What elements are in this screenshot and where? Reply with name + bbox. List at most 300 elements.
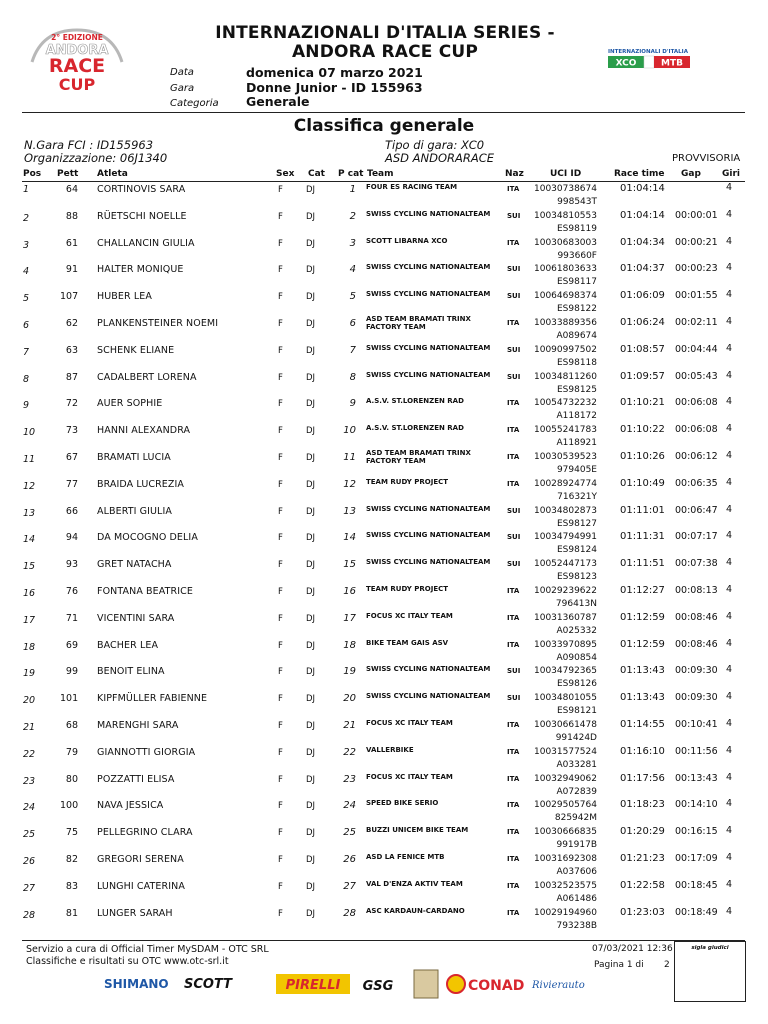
pcat-cell: 17	[343, 612, 356, 624]
table-row	[0, 263, 768, 290]
pett-cell: 67	[65, 452, 78, 463]
gap-cell: 00:18:45	[675, 879, 718, 891]
table-row	[0, 505, 768, 532]
pos-cell: 26	[23, 856, 36, 867]
gap-cell: 00:16:15	[675, 826, 718, 838]
uci-id-cell: 10031360787	[534, 612, 597, 623]
pcat-cell: 26	[343, 854, 356, 865]
sponsor-conad: CONAD	[468, 978, 525, 994]
pcat-cell: 4	[349, 264, 356, 276]
sex-cell: F	[278, 747, 283, 758]
pett-cell: 88	[65, 210, 78, 222]
team-cell: SWISS CYCLING NATIONALTEAM	[366, 558, 491, 567]
giri-cell: 4	[726, 450, 733, 461]
gap-cell: 00:18:49	[675, 906, 718, 918]
race-time-cell: 01:11:51	[620, 558, 665, 570]
gap-cell: 00:00:23	[675, 263, 718, 275]
athlete-name-cell: CORTINOVIS SARA	[97, 184, 186, 195]
pett-cell: 71	[65, 612, 78, 624]
table-row	[0, 880, 768, 907]
athlete-name-cell: PELLEGRINO CLARA	[97, 827, 193, 839]
gap-cell: 00:00:21	[675, 236, 718, 248]
naz-cell: ITA	[507, 185, 520, 193]
naz-cell: SUI	[507, 560, 521, 569]
table-row	[0, 692, 768, 719]
pos-cell: 9	[23, 400, 30, 412]
table-row	[0, 612, 768, 639]
uci-id-cell: 10034794991	[534, 532, 597, 543]
footer-website: Classifiche e risultati su OTC www.otc-srl.it	[26, 956, 229, 967]
cat-cell: DJ	[306, 292, 316, 303]
uci-id-cell: 10061803633	[534, 264, 597, 275]
pos-cell: 19	[23, 668, 36, 680]
team-cell: SWISS CYCLING NATIONALTEAM	[366, 504, 491, 513]
gap-cell: 00:07:38	[675, 558, 718, 570]
table-row	[0, 639, 768, 666]
table-row	[0, 719, 768, 746]
uci-id-cell: 10034792365	[534, 666, 597, 677]
team-cell: FOCUS XC ITALY TEAM	[366, 611, 453, 620]
pos-cell: 4	[23, 266, 30, 278]
naz-cell: ITA	[507, 774, 520, 783]
team-cell: SWISS CYCLING NATIONALTEAM	[366, 370, 491, 379]
gap-cell: 00:06:35	[675, 477, 718, 489]
naz-cell: SUI	[507, 506, 521, 515]
sigla-giudici-label: sigla giudici	[691, 945, 729, 951]
license-code-cell: A025332	[556, 625, 597, 636]
pett-cell: 99	[65, 666, 78, 678]
table-row	[0, 397, 768, 424]
table-row	[0, 558, 768, 585]
pett-cell: 73	[65, 425, 78, 437]
cat-cell: DJ	[306, 319, 316, 329]
table-row	[0, 371, 768, 398]
sponsor-scott: SCOTT	[184, 977, 232, 992]
race-time-cell: 01:12:59	[620, 638, 665, 650]
sponsor-shimano: SHIMANO	[104, 977, 169, 991]
athlete-name-cell: MARENGHI SARA	[97, 720, 179, 731]
gap-cell: 00:01:55	[675, 290, 718, 302]
gap-cell: 00:08:46	[675, 611, 718, 623]
pcat-cell: 14	[343, 532, 356, 544]
license-code-cell: 991424D	[555, 733, 597, 743]
sigla-giudici-box	[674, 941, 746, 1002]
sex-cell: F	[278, 265, 283, 276]
naz-cell: ITA	[507, 747, 520, 756]
pos-cell: 27	[23, 882, 36, 894]
team-cell: BIKE TEAM GAIS ASV	[366, 638, 449, 647]
pos-cell: 2	[23, 212, 30, 224]
uci-id-cell: 10030738674	[534, 184, 597, 194]
athlete-name-cell: GIANNOTTI GIORGIA	[97, 746, 196, 758]
race-time-cell: 01:04:14	[620, 209, 665, 221]
athlete-name-cell: BENOIT ELINA	[97, 666, 165, 678]
cat-cell: DJ	[306, 560, 316, 571]
license-code-cell: ES98117	[556, 277, 597, 288]
gap-cell: 00:04:44	[675, 343, 718, 355]
gap-cell: 00:11:56	[675, 745, 718, 757]
gap-cell: 00:14:10	[675, 799, 718, 811]
naz-cell: ITA	[507, 855, 520, 863]
table-row	[0, 183, 768, 210]
data-label: Data	[170, 67, 194, 78]
team-cell: BUZZI UNICEM BIKE TEAM	[366, 826, 469, 835]
organizzazione-info: Organizzazione: 06J1340	[24, 151, 168, 165]
race-time-cell: 01:18:23	[620, 799, 665, 811]
internazionali-italia-logo	[598, 44, 698, 74]
table-row	[0, 344, 768, 371]
athlete-name-cell: VICENTINI SARA	[97, 612, 175, 624]
table-row	[0, 451, 768, 478]
cat-cell: DJ	[306, 774, 316, 785]
pcat-cell: 24	[343, 800, 356, 812]
pcat-cell: 23	[343, 773, 356, 785]
giri-cell: 4	[726, 289, 733, 301]
giri-cell: 4	[726, 208, 733, 220]
uci-id-cell: 10034810553	[534, 210, 597, 221]
asd-info: ASD ANDORARACE	[385, 151, 495, 165]
cat-cell: DJ	[306, 506, 316, 517]
pcat-cell: 5	[349, 291, 356, 303]
giri-cell: 4	[726, 396, 733, 408]
athlete-name-cell: PLANKENSTEINER NOEMI	[97, 318, 219, 329]
license-code-cell: 979405E	[556, 465, 597, 475]
uci-id-cell: 10033889356	[534, 318, 597, 328]
race-time-cell: 01:06:09	[620, 290, 665, 302]
athlete-name-cell: LUNGER SARAH	[97, 907, 173, 919]
table-row	[0, 826, 768, 853]
cat-cell: DJ	[306, 694, 316, 705]
license-code-cell: 998543T	[557, 197, 597, 207]
gap-cell: 00:06:12	[675, 451, 718, 462]
naz-cell: ITA	[507, 613, 520, 622]
pos-cell: 1	[23, 184, 30, 195]
athlete-name-cell: BACHER LEA	[97, 639, 159, 651]
categoria-value: Generale	[246, 94, 310, 109]
cat-cell: DJ	[306, 667, 316, 678]
race-time-cell: 01:11:31	[620, 531, 665, 543]
pcat-cell: 13	[343, 505, 356, 517]
athlete-name-cell: POZZATTI ELISA	[97, 773, 175, 785]
pett-cell: 79	[65, 746, 78, 758]
pett-cell: 62	[65, 318, 78, 329]
table-row	[0, 585, 768, 612]
athlete-name-cell: HALTER MONIQUE	[97, 264, 184, 276]
license-code-cell: A089674	[556, 331, 597, 341]
table-header-divider	[22, 181, 745, 182]
team-cell: ASD LA FENICE MTB	[366, 853, 445, 861]
pos-cell: 22	[23, 748, 36, 760]
giri-cell: 4	[726, 744, 733, 756]
sponsor-conad-icon	[447, 975, 465, 993]
athlete-name-cell: HUBER LEA	[97, 291, 152, 303]
pos-cell: 7	[23, 346, 30, 358]
pett-cell: 94	[65, 532, 78, 544]
pos-cell: 8	[23, 373, 30, 385]
naz-cell: ITA	[507, 453, 520, 461]
sex-cell: F	[278, 908, 283, 919]
giri-cell: 4	[726, 718, 733, 729]
pcat-cell: 8	[349, 371, 356, 383]
logo-right-line2: XCO	[615, 58, 637, 69]
uci-id-cell: 10029239622	[534, 586, 597, 596]
pett-cell: 72	[65, 398, 78, 410]
ngara-info: N.Gara FCI : ID155963	[24, 138, 154, 152]
sponsor-rivierauto: Rivierauto	[532, 980, 585, 991]
event-title	[170, 24, 600, 62]
athlete-name-cell: BRAMATI LUCIA	[97, 452, 171, 463]
pos-cell: 14	[23, 534, 36, 546]
team-cell: TEAM RUDY PROJECT	[366, 477, 449, 486]
event-title-line2: ANDORA RACE CUP	[291, 42, 479, 62]
naz-cell: ITA	[507, 399, 520, 408]
pcat-cell: 1	[349, 184, 356, 195]
col-pos: Pos	[23, 169, 42, 179]
pos-cell: 15	[23, 561, 36, 573]
gap-cell: 00:06:08	[675, 424, 718, 436]
giri-cell: 4	[726, 423, 733, 435]
pett-cell: 101	[60, 693, 79, 705]
team-cell: SPEED BIKE SERIO	[366, 799, 439, 808]
col-giri: Giri	[722, 169, 740, 179]
provvisoria-label: PROVVISORIA	[672, 153, 741, 164]
table-row	[0, 907, 768, 934]
uci-id-cell: 10030661478	[534, 720, 597, 730]
uci-id-cell: 10034802873	[534, 505, 597, 516]
cat-cell: DJ	[306, 345, 316, 356]
pos-cell: 20	[23, 695, 36, 707]
giri-cell: 4	[726, 182, 733, 193]
athlete-name-cell: SCHENK ELIANE	[97, 344, 175, 356]
sex-cell: F	[278, 694, 283, 705]
race-time-cell: 01:04:37	[620, 263, 665, 275]
uci-id-cell: 10052447173	[534, 559, 597, 570]
race-time-cell: 01:08:57	[620, 343, 665, 355]
uci-id-cell: 10090997502	[534, 344, 597, 355]
pcat-cell: 3	[349, 237, 356, 249]
pcat-cell: 16	[343, 586, 356, 597]
cat-cell: DJ	[306, 855, 316, 865]
table-row	[0, 665, 768, 692]
pett-cell: 107	[60, 291, 79, 303]
license-code-cell: ES98126	[556, 679, 597, 690]
pos-cell: 23	[23, 775, 36, 787]
license-code-cell: ES98118	[556, 357, 597, 368]
header-divider	[22, 112, 745, 113]
naz-cell: ITA	[507, 721, 520, 729]
race-time-cell: 01:16:10	[620, 745, 665, 757]
giri-cell: 4	[726, 637, 733, 649]
pcat-cell: 12	[343, 478, 356, 490]
uci-id-cell: 10034811260	[534, 371, 597, 382]
pett-cell: 83	[65, 880, 78, 892]
cat-cell: DJ	[306, 613, 316, 624]
license-code-cell: ES98124	[556, 545, 597, 556]
license-code-cell: ES98122	[556, 304, 597, 315]
license-code-cell: 825942M	[554, 813, 597, 824]
pos-cell: 5	[23, 293, 30, 305]
race-time-cell: 01:09:57	[620, 370, 665, 382]
logo-edition: 2° EDIZIONE	[51, 33, 103, 42]
race-time-cell: 01:04:14	[620, 183, 665, 194]
license-code-cell: A033281	[556, 759, 597, 770]
sponsor-gsg: GSG	[362, 979, 394, 994]
giri-cell: 4	[726, 530, 733, 542]
race-time-cell: 01:06:24	[620, 317, 665, 328]
pcat-cell: 6	[349, 318, 356, 329]
uci-id-cell: 10032949062	[534, 773, 597, 784]
cat-cell: DJ	[306, 881, 316, 892]
race-time-cell: 01:11:01	[620, 504, 665, 516]
race-time-cell: 01:14:55	[620, 719, 665, 730]
giri-cell: 4	[726, 584, 733, 595]
sex-cell: F	[278, 721, 283, 731]
col-gap: Gap	[681, 169, 701, 179]
uci-id-cell: 10034801055	[534, 693, 597, 704]
giri-cell: 4	[726, 342, 733, 354]
naz-cell: ITA	[507, 479, 520, 488]
athlete-name-cell: KIPFMÜLLER FABIENNE	[97, 693, 208, 705]
table-row	[0, 210, 768, 237]
pett-cell: 81	[65, 907, 78, 919]
sponsor-bar	[100, 968, 600, 1000]
naz-cell: SUI	[507, 292, 521, 301]
team-cell: SWISS CYCLING NATIONALTEAM	[366, 343, 491, 352]
pett-cell: 61	[65, 237, 78, 249]
race-time-cell: 01:21:23	[620, 853, 665, 864]
col-atleta: Atleta	[97, 169, 128, 179]
race-time-cell: 01:12:27	[620, 585, 665, 596]
pett-cell: 76	[65, 586, 78, 597]
race-time-cell: 01:13:43	[620, 692, 665, 704]
gap-cell: 00:17:09	[675, 853, 718, 864]
license-code-cell: ES98119	[556, 223, 597, 234]
license-code-cell: ES98121	[556, 706, 597, 717]
pett-cell: 87	[65, 371, 78, 383]
naz-cell: ITA	[507, 587, 520, 595]
pos-cell: 13	[23, 507, 36, 519]
sex-cell: F	[278, 640, 283, 651]
gara-value: Donne Junior - ID 155963	[246, 80, 423, 95]
pcat-cell: 9	[349, 398, 356, 410]
team-cell: FOCUS XC ITALY TEAM	[366, 772, 453, 781]
race-time-cell: 01:10:21	[620, 397, 665, 409]
sex-cell: F	[278, 774, 283, 785]
cat-cell: DJ	[306, 185, 316, 195]
page-label: Pagina 1 di	[594, 960, 644, 970]
license-code-cell: 991917B	[556, 840, 597, 851]
race-time-cell: 01:12:59	[620, 611, 665, 623]
license-code-cell: A090854	[556, 652, 597, 663]
cat-cell: DJ	[306, 399, 316, 410]
tipo-gara-info: Tipo di gara: XC0	[385, 138, 485, 152]
col-sex: Sex	[276, 169, 295, 179]
race-time-cell: 01:22:58	[620, 879, 665, 891]
cat-cell: DJ	[306, 453, 316, 463]
pett-cell: 93	[65, 559, 78, 571]
giri-cell: 4	[726, 557, 733, 569]
team-cell: SWISS CYCLING NATIONALTEAM	[366, 531, 491, 540]
naz-cell: ITA	[507, 881, 520, 890]
sex-cell: F	[278, 211, 283, 222]
pcat-cell: 28	[343, 907, 356, 919]
athlete-name-cell: HANNI ALEXANDRA	[97, 425, 191, 437]
gap-cell: 00:00:01	[675, 209, 718, 221]
gara-label: Gara	[170, 83, 195, 94]
athlete-name-cell: AUER SOPHIE	[97, 398, 163, 410]
uci-id-cell: 10033970895	[534, 639, 597, 650]
athlete-name-cell: CADALBERT LORENA	[97, 371, 197, 383]
giri-cell: 4	[726, 852, 733, 863]
logo-right-line1: INTERNAZIONALI D'ITALIA	[608, 49, 688, 55]
giri-cell: 4	[726, 798, 733, 810]
cat-cell: DJ	[306, 828, 316, 839]
athlete-name-cell: ALBERTI GIULIA	[97, 505, 172, 517]
giri-cell: 4	[726, 878, 733, 890]
uci-id-cell: 10030539523	[534, 452, 597, 462]
pett-cell: 63	[65, 344, 78, 356]
giri-cell: 4	[726, 316, 733, 327]
pos-cell: 16	[23, 588, 36, 599]
naz-cell: SUI	[507, 345, 521, 354]
giri-cell: 4	[726, 476, 733, 488]
license-code-cell: A118172	[556, 411, 597, 422]
athlete-name-cell: GRET NATACHA	[97, 559, 172, 571]
sex-cell: F	[278, 453, 283, 463]
pos-cell: 18	[23, 641, 36, 653]
pett-cell: 100	[60, 800, 79, 812]
col-pcat: P cat	[338, 169, 364, 179]
cat-cell: DJ	[306, 238, 316, 249]
pcat-cell: 27	[343, 880, 356, 892]
sex-cell: F	[278, 426, 283, 437]
naz-cell: ITA	[507, 319, 520, 327]
giri-cell: 4	[726, 610, 733, 622]
race-time-cell: 01:10:49	[620, 477, 665, 489]
gap-cell: 00:08:13	[675, 585, 718, 596]
sex-cell: F	[278, 238, 283, 249]
uci-id-cell: 10029194960	[534, 907, 597, 918]
pcat-cell: 2	[349, 210, 356, 222]
giri-cell: 4	[726, 825, 733, 837]
table-row	[0, 290, 768, 317]
naz-cell: SUI	[507, 211, 521, 220]
pos-cell: 12	[23, 480, 36, 492]
pos-cell: 28	[23, 909, 36, 921]
race-time-cell: 01:20:29	[620, 826, 665, 838]
uci-id-cell: 10032523575	[534, 880, 597, 891]
team-cell: SWISS CYCLING NATIONALTEAM	[366, 290, 491, 299]
col-race-time: Race time	[614, 169, 665, 179]
col-pett: Pett	[57, 169, 79, 179]
license-code-cell: 993660F	[557, 250, 597, 261]
sex-cell: F	[278, 479, 283, 490]
cat-cell: DJ	[306, 640, 316, 651]
gap-cell: 00:09:30	[675, 665, 718, 677]
sex-cell: F	[278, 828, 283, 839]
page-total: 2	[664, 960, 670, 970]
race-time-cell: 01:10:22	[620, 424, 665, 436]
giri-cell: 4	[726, 235, 733, 247]
col-cat: Cat	[308, 169, 325, 179]
andora-race-cup-logo	[22, 22, 132, 102]
pos-cell: 10	[23, 427, 36, 439]
cat-cell: DJ	[306, 747, 316, 758]
sex-cell: F	[278, 855, 283, 865]
footer-divider	[22, 940, 745, 941]
pos-cell: 25	[23, 829, 36, 841]
sex-cell: F	[278, 533, 283, 544]
